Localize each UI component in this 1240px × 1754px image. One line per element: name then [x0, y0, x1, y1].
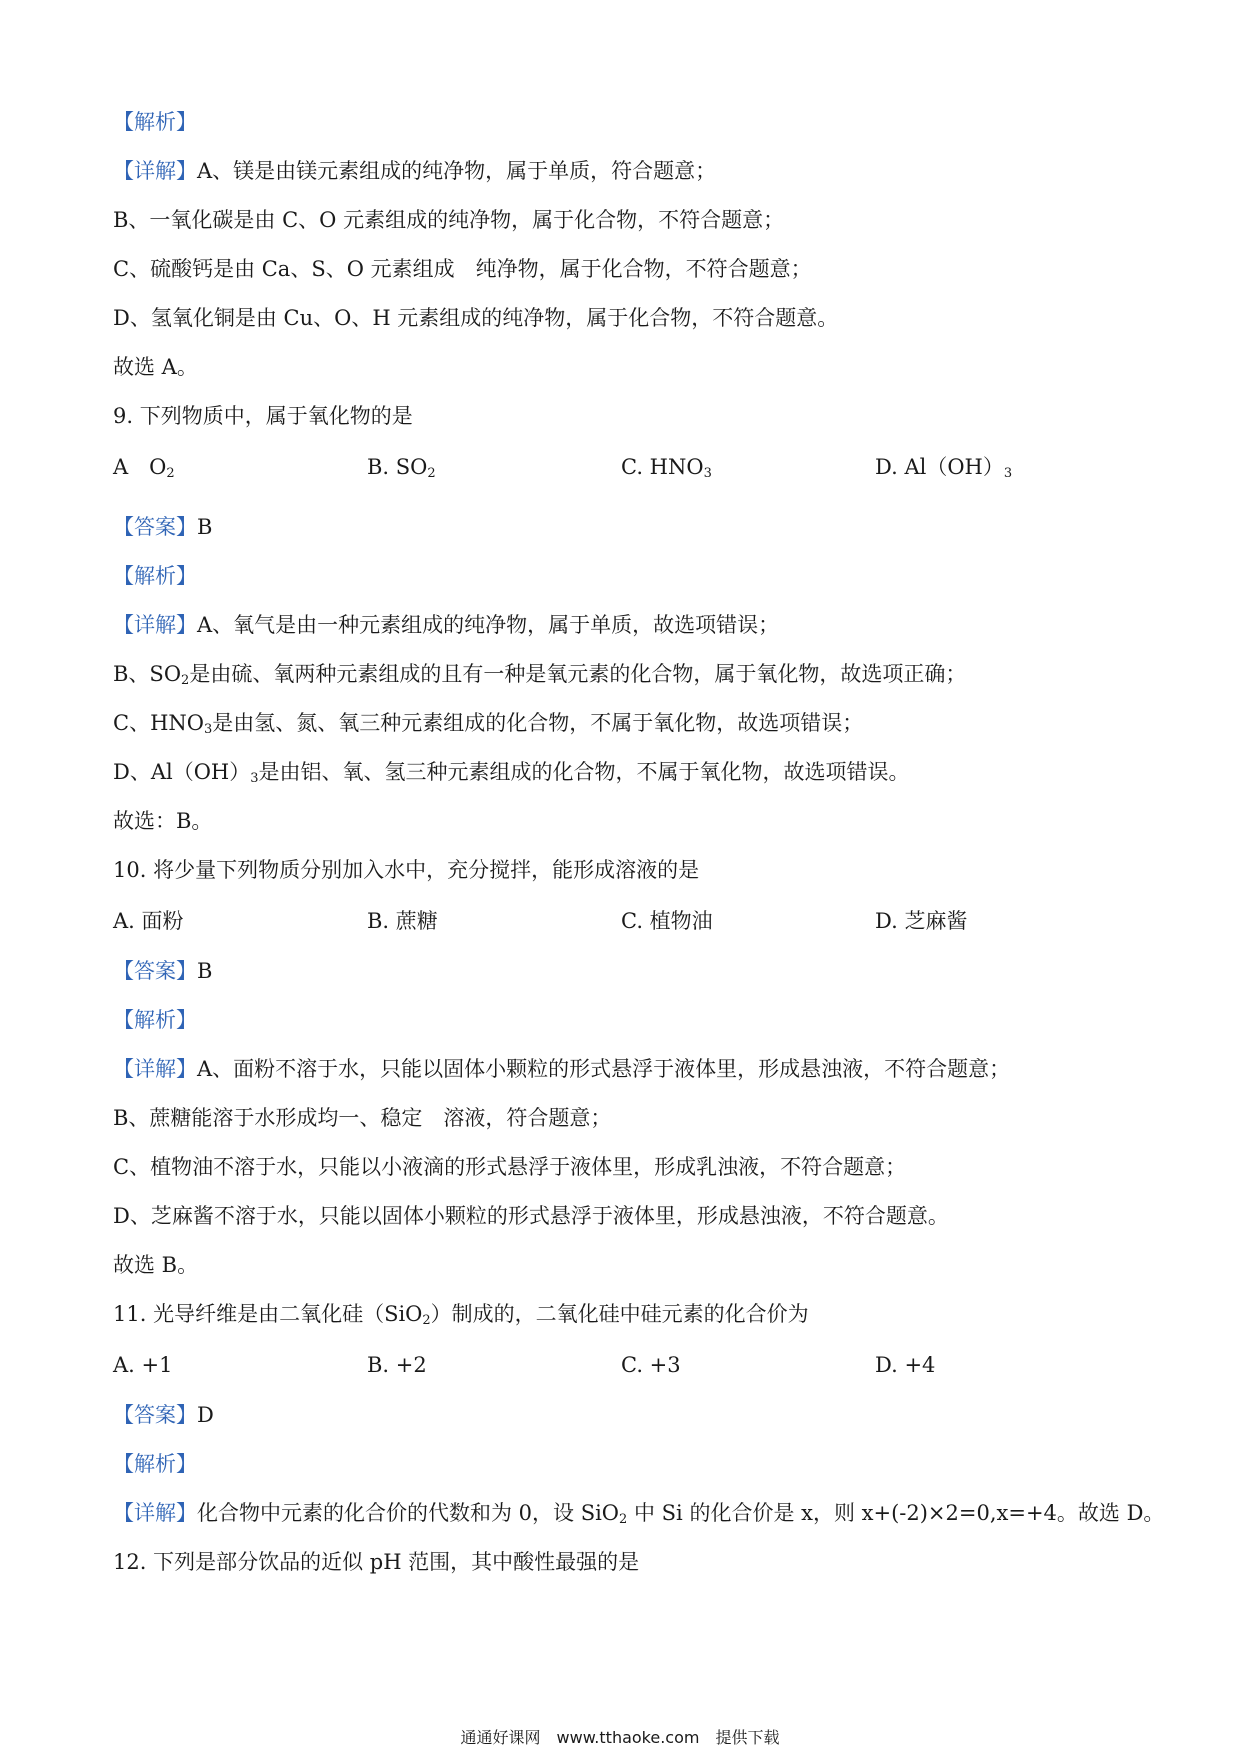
document-body — [113, 98, 1165, 1587]
conclusion-q8: 故选 A。 — [113, 355, 198, 379]
page-footer: 通通好课网 www.tthaoke.com 提供下载 — [460, 1728, 780, 1747]
answer-q11 — [113, 1391, 1143, 1440]
option-d: D. 芝麻酱 — [875, 909, 968, 933]
detail-line-q9-b: B、$SO_2$是由硫、氧两种元素组成的且有一种是氧元素的化合物，属于氧化物，故选项正确； — [113, 662, 967, 688]
detail-tag: 【详解】 — [113, 159, 197, 183]
detail-line-q10-b: B、蔗糖能溶于水形成均一、稳定 溶液，符合题意； — [113, 1106, 612, 1130]
detail-text: A、镁是由镁元素组成的纯净物，属于单质，符合题意； — [197, 159, 717, 183]
detail-line-q9-d: D、$Al(OH)_3$是由铝、氧、氢三种元素组成的化合物，不属于氧化物，故选项错误。 — [113, 760, 910, 786]
answer-tag: 【答案】 — [113, 515, 197, 539]
answer-value: B — [197, 959, 213, 983]
answer-tag: 【答案】 — [113, 1403, 197, 1427]
question-9-options — [113, 441, 1143, 493]
answer-value: D — [197, 1403, 214, 1427]
detail-line-q8-a — [113, 147, 1143, 196]
conclusion-q10: 故选 B。 — [113, 1253, 199, 1277]
detail-line-q9-c: C、$HNO_3$是由氢、氮、氧三种元素组成的化合物，不属于氧化物，故选项错误； — [113, 711, 864, 737]
option-a: A. +1 — [113, 1353, 173, 1377]
answer-value: B — [197, 515, 213, 539]
option-d: D. $Al(OH)_3$ — [875, 455, 1013, 481]
answer-q10 — [113, 947, 1143, 996]
answer-tag: 【答案】 — [113, 959, 197, 983]
option-a: A $O_2$ — [113, 455, 175, 481]
option-b: B. +2 — [367, 1353, 427, 1377]
option-c: C. 植物油 — [621, 909, 713, 933]
detail-tag: 【详解】 — [113, 613, 197, 637]
analysis-heading-q11 — [113, 1440, 1143, 1489]
analysis-tag: 【解析】 — [113, 1008, 197, 1032]
option-c: C. +3 — [621, 1353, 681, 1377]
question-10-options — [113, 895, 1143, 947]
detail-line-q10-a: 【详解】A、面粉不溶于水，只能以固体小颗粒的形式悬浮于液体里，形成悬浊液，不符合题意； — [113, 1057, 1011, 1081]
analysis-heading-q8 — [113, 98, 1143, 147]
question-9-stem: 9. 下列物质中，属于氧化物的是 — [113, 404, 413, 428]
analysis-tag: 【解析】 — [113, 110, 197, 134]
detail-line-q10-d: D、芝麻酱不溶于水，只能以固体小颗粒的形式悬浮于液体里，形成悬浊液，不符合题意。 — [113, 1204, 949, 1228]
question-11-stem: 11. 光导纤维是由二氧化硅（SiO$_2$）制成的，二氧化硅中硅元素的化合价为 — [113, 1302, 809, 1328]
detail-tag: 【详解】 — [113, 1501, 197, 1525]
conclusion-q9: 故选：B。 — [113, 809, 213, 833]
option-c: C. $HNO_3$ — [621, 455, 712, 481]
question-12-stem: 12. 下列是部分饮品的近似 pH 范围，其中酸性最强的是 — [113, 1550, 640, 1574]
detail-line-q11: 【详解】化合物中元素的化合价的代数和为 0，设 SiO$_2$ 中 Si 的化合价是 x，则 x+(-2)×2=0,x=+4。故选 D。 — [113, 1501, 1165, 1527]
question-11-options — [113, 1339, 1143, 1391]
detail-line-q9-a: 【详解】A、氧气是由一种元素组成的纯净物，属于单质，故选项错误； — [113, 613, 780, 637]
analysis-tag: 【解析】 — [113, 564, 197, 588]
analysis-tag: 【解析】 — [113, 1452, 197, 1476]
detail-line-q8-c: C、硫酸钙是由 Ca、S、O 元素组成 纯净物，属于化合物，不符合题意； — [113, 257, 812, 281]
detail-tag: 【详解】 — [113, 1057, 197, 1081]
analysis-heading-q10 — [113, 996, 1143, 1045]
question-10-stem: 10. 将少量下列物质分别加入水中，充分搅拌，能形成溶液的是 — [113, 858, 700, 882]
option-a: A. 面粉 — [113, 909, 184, 933]
option-b: B. 蔗糖 — [367, 909, 438, 933]
option-d: D. +4 — [875, 1353, 936, 1377]
option-b: B. $SO_2$ — [367, 455, 436, 481]
answer-q9 — [113, 503, 1143, 552]
detail-line-q8-d: D、氢氧化铜是由 Cu、O、H 元素组成的纯净物，属于化合物，不符合题意。 — [113, 306, 839, 330]
detail-line-q10-c: C、植物油不溶于水，只能以小液滴的形式悬浮于液体里，形成乳浊液，不符合题意； — [113, 1155, 907, 1179]
detail-line-q8-b: B、一氧化碳是由 C、O 元素组成的纯净物，属于化合物，不符合题意； — [113, 208, 785, 232]
analysis-heading-q9 — [113, 552, 1143, 601]
